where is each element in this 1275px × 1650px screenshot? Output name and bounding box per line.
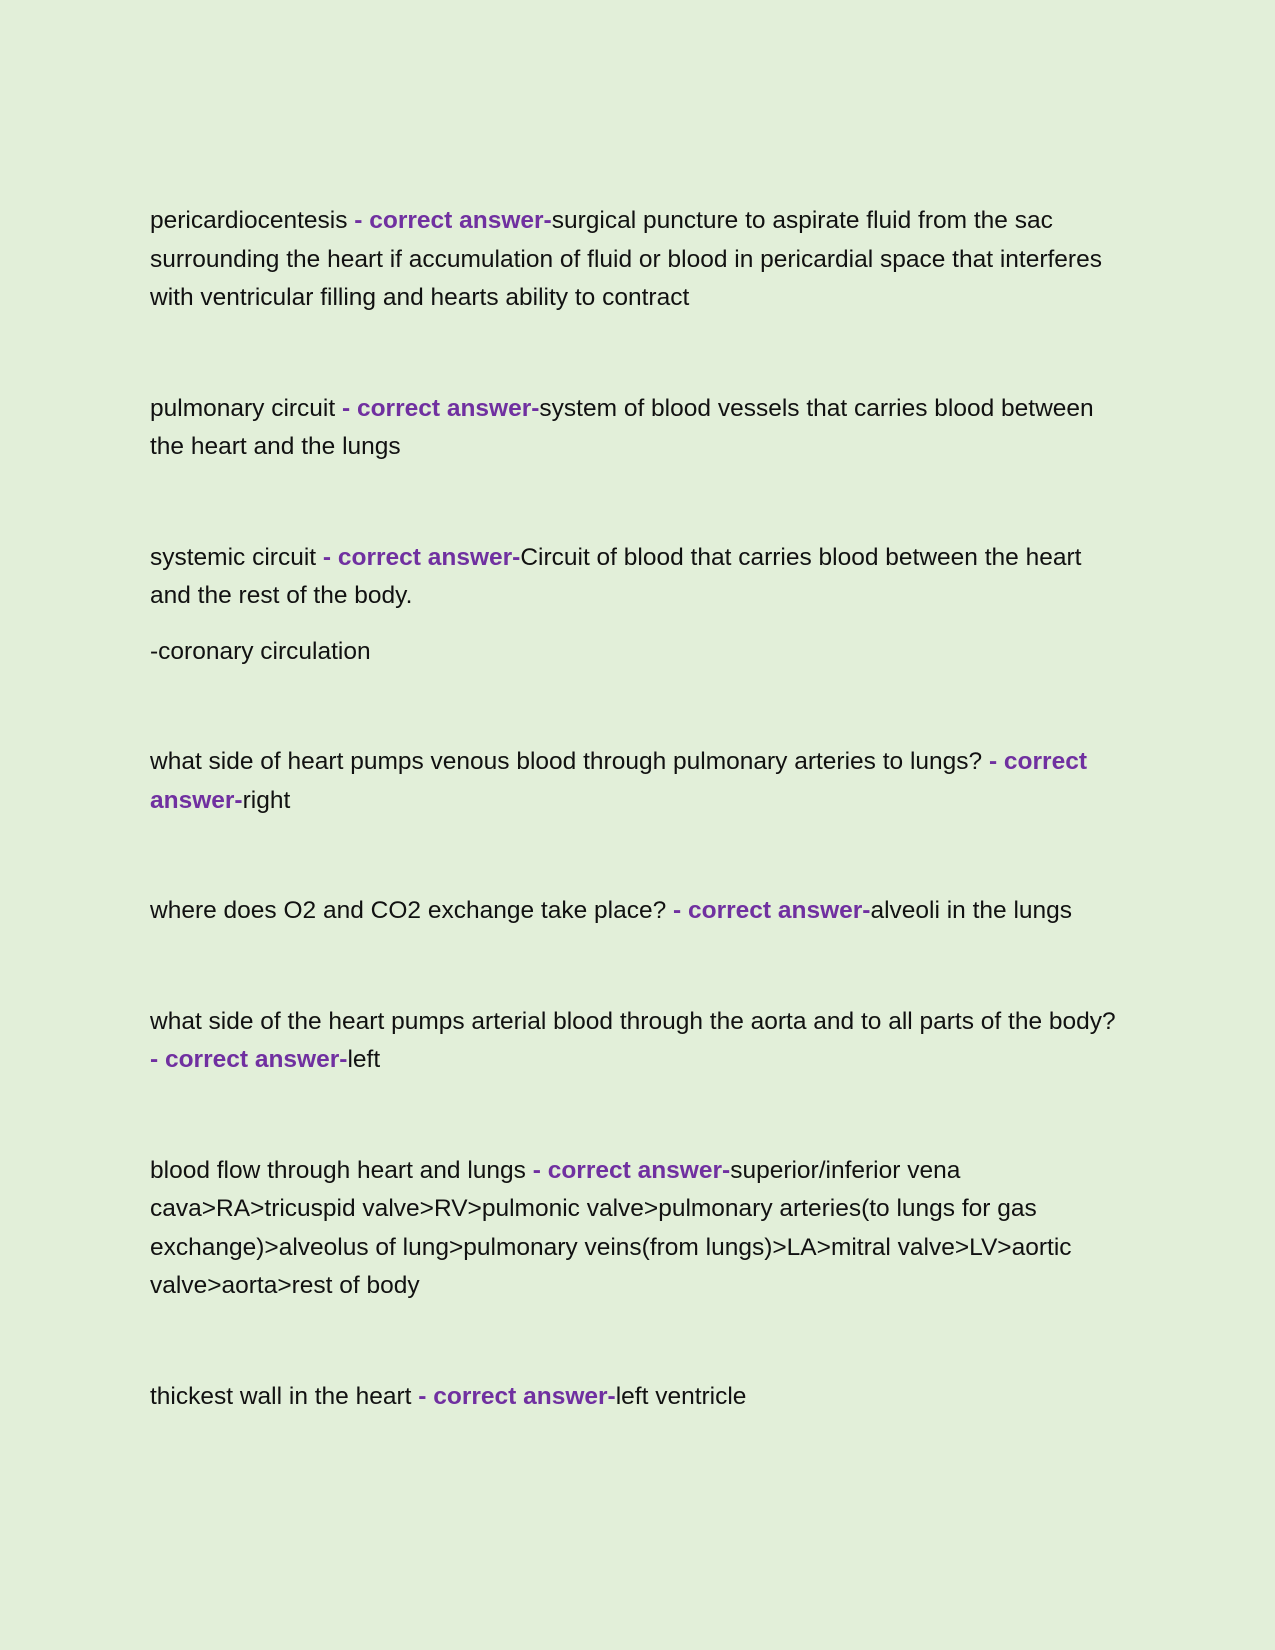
flashcard-entry bbox=[150, 539, 1120, 672]
entry-text bbox=[150, 1003, 1120, 1080]
entry-text bbox=[150, 1152, 1120, 1306]
answer: right bbox=[242, 786, 291, 814]
correct-answer-separator: - correct answer- bbox=[418, 1382, 616, 1410]
term: blood flow through heart and lungs bbox=[150, 1156, 533, 1184]
flashcard-entry bbox=[150, 202, 1120, 318]
correct-answer-separator: - correct answer- bbox=[150, 1046, 348, 1073]
term: systemic circuit bbox=[150, 543, 323, 571]
entry-text bbox=[150, 539, 1120, 616]
answer: surgical puncture to aspirate fluid from the sac surrounding the heart if accumulation of fluid or blood in pericardial space that interferes with ventricular filling and hearts ability to contract bbox=[150, 207, 1102, 311]
answer: left ventricle bbox=[615, 1382, 747, 1410]
entry-text bbox=[150, 1378, 1120, 1417]
answer: left bbox=[347, 1046, 381, 1073]
answer: Circuit of blood that carries blood between the heart and the rest of the body. bbox=[150, 543, 1082, 609]
term: pericardiocentesis bbox=[150, 207, 355, 234]
entry-text bbox=[150, 892, 1120, 931]
correct-answer-separator: - correct answer- bbox=[341, 394, 540, 422]
flashcard-entry bbox=[150, 1378, 1120, 1417]
flashcard-entry bbox=[150, 1152, 1120, 1306]
answer: superior/inferior vena cava>RA>tricuspid valve>RV>pulmonic valve>pulmonary arteries(to lungs for gas exchange)>alveolus of lung>pulmonary veins(from lungs)>LA>mitral valve>LV>aortic valve>aorta>rest of body bbox=[150, 1156, 1072, 1299]
term: pulmonary circuit bbox=[150, 394, 342, 422]
entry-extra-line: -coronary circulation bbox=[150, 637, 371, 665]
correct-answer-separator: - correct answer- bbox=[532, 1156, 731, 1184]
term: where does O2 and CO2 exchange take place? bbox=[150, 897, 674, 924]
answer: system of blood vessels that carries blood between the heart and the lungs bbox=[150, 394, 1094, 460]
entry-text bbox=[150, 202, 1120, 318]
document-body bbox=[150, 202, 1120, 1416]
term: what side of the heart pumps arterial blood through the aorta and to all parts of the body? bbox=[150, 1007, 1116, 1035]
flashcard-entry bbox=[150, 892, 1120, 931]
term: thickest wall in the heart bbox=[150, 1382, 419, 1410]
flashcard-entry bbox=[150, 1003, 1120, 1080]
correct-answer-separator: - correct answer- bbox=[354, 207, 552, 234]
flashcard-entry bbox=[150, 390, 1120, 467]
correct-answer-separator: - correct answer- bbox=[673, 897, 871, 924]
term: what side of heart pumps venous blood through pulmonary arteries to lungs? bbox=[150, 748, 989, 775]
correct-answer-separator: - correct answer- bbox=[322, 543, 521, 571]
entry-text bbox=[150, 390, 1120, 467]
flashcard-entry bbox=[150, 743, 1120, 820]
entry-text bbox=[150, 743, 1120, 820]
answer: alveoli in the lungs bbox=[870, 897, 1073, 924]
correct-answer-separator: - correct answer- bbox=[150, 748, 1087, 814]
